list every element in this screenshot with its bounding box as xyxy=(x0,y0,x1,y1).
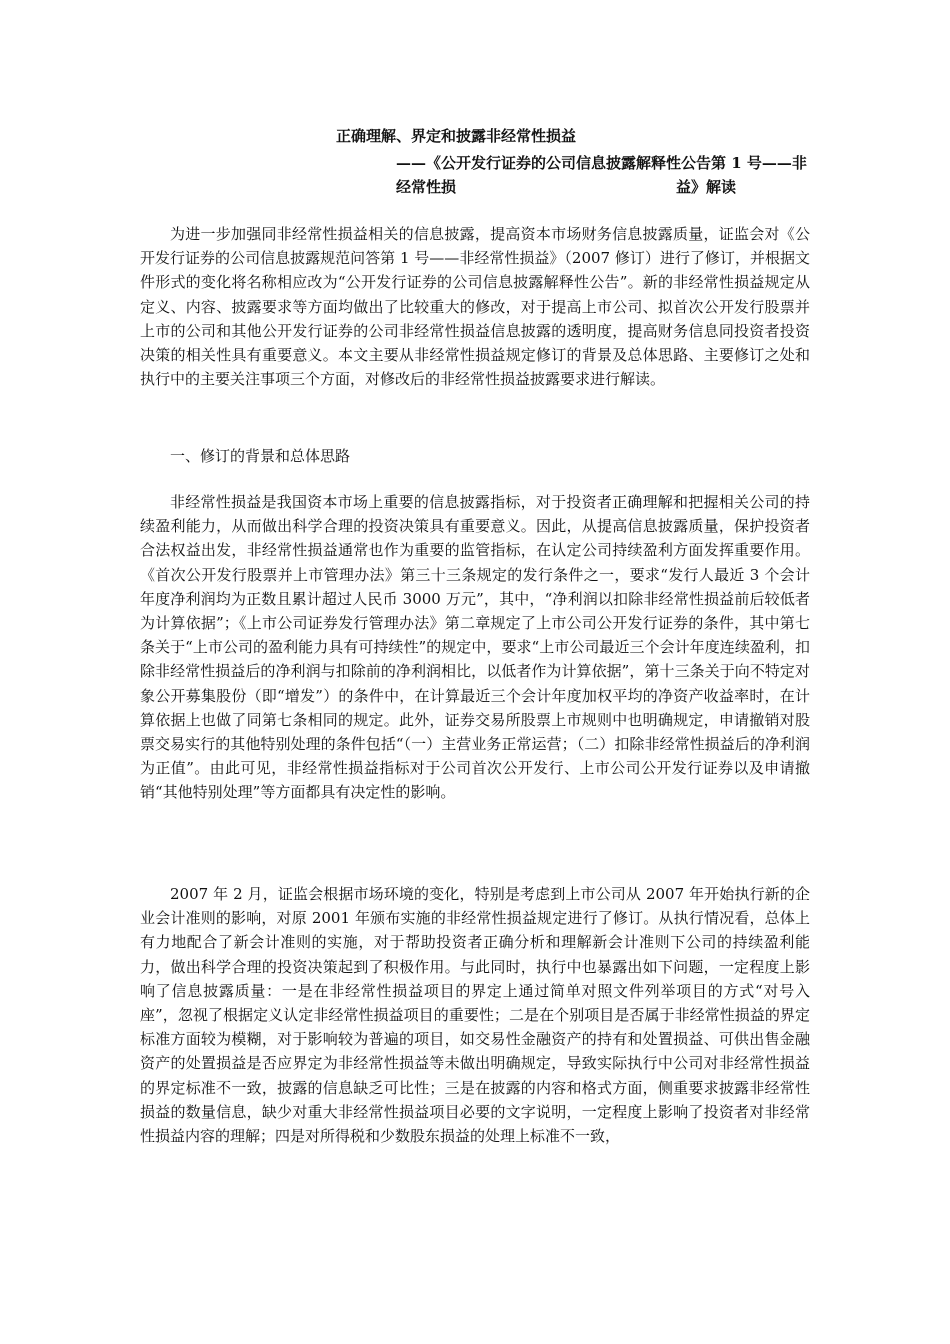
document-subtitle-continuation: 益》解读 xyxy=(676,178,737,196)
document-subtitle: ——《公开发行证券的公司信息披露解释性公告第 1 号——非经常性损 xyxy=(396,154,807,196)
document-title: 正确理解、界定和披露非经常性损益 xyxy=(336,127,577,145)
section-paragraph: 2007 年 2 月，证监会根据市场环境的变化，特别是考虑到上市公司从 2007 年开始执行新的企业会计准则的影响，对原 2001 年颁布实施的非经常性损益规定进行了修订。从执行情况看，总体上有力地配合了新会计准则的实施，对于帮助投资者正确分析和理解新会计准则下公司的持续盈利能力，做出科学合理的投资决策起到了积极作用。与此同时，执行中也暴露出如下问题，一定程度上影响了信息披露质量：一是在非经常性损益项目的界定上通过简单对照文件列举项目的方式“对号入座”，忽视了根据定义认定非经常性损益项目的重要性；二是在个别项目是否属于非经常性损益的界定标准方面较为模糊，对于影响较为普遍的项目，如交易性金融资产的持有和处置损益、可供出售金融资产的处置损益是否应界定为非经常性损益等未做出明确规定，导致实际执行中公司对非经常性损益的界定标准不一致，披露的信息缺乏可比性；三是在披露的内容和格式方面，侧重要求披露非经常性损益的数量信息，缺少对重大非经常性损益项目必要的文字说明，一定程度上影响了投资者对非经常性损益内容的理解；四是对所得税和少数股东损益的处理上标准不一致， xyxy=(140,885,810,1146)
intro-paragraph: 为进一步加强同非经常性损益相关的信息披露，提高资本市场财务信息披露质量，证监会对《公开发行证券的公司信息披露规范问答第 1 号——非经常性损益》（2007 修订）进行了修订，并根据文件形式的变化将名称相应改为“公开发行证券的公司信息披露解释性公告”。新的非经常性损益规定从定义、内容、披露要求等方面均做出了比较重大的修改，对于提高上市公司、拟首次公开发行股票并上市的公司和其他公开发行证券的公司非经常性损益信息披露的透明度，提高财务信息同投资者投资决策的相关性具有重要意义。本文主要从非经常性损益规定修订的背景及总体思路、主要修订之处和执行中的主要关注事项三个方面，对修改后的非经常性损益披露要求进行解读。 xyxy=(140,225,810,389)
section-paragraph: 非经常性损益是我国资本市场上重要的信息披露指标，对于投资者正确理解和把握相关公司的持续盈利能力，从而做出科学合理的投资决策具有重要意义。因此，从提高信息披露质量，保护投资者合法权益出发，非经常性损益通常也作为重要的监管指标，在认定公司持续盈利方面发挥重要作用。《首次公开发行股票并上市管理办法》第三十三条规定的发行条件之一，要求“发行人最近 3 个会计年度净利润均为正数且累计超过人民币 3000 万元”，其中，“净利润以扣除非经常性损益前后较低者为计算依据”；《上市公司证券发行管理办法》第二章规定了上市公司公开发行证券的条件，其中第七条关于“上市公司的盈利能力具有可持续性”的规定中，要求“上市公司最近三个会计年度连续盈利，扣除非经常性损益后的净利润与扣除前的净利润相比，以低者作为计算依据”，第十三条关于向不特定对象公开募集股份（即“增发”）的条件中，在计算最近三个会计年度加权平均的净资产收益率时，在计算依据上也做了同第七条相同的规定。此外，证券交易所股票上市规则中也明确规定，申请撤销对股票交易实行的其他特别处理的条件包括“（一）主营业务正常运营；（二）扣除非经常性损益后的净利润为正值”。由此可见，非经常性损益指标对于公司首次公开发行、上市公司公开发行证券以及申请撤销“其他特别处理”等方面都具有决定性的影响。 xyxy=(140,493,810,802)
section-heading: 一、修订的背景和总体思路 xyxy=(170,447,351,465)
